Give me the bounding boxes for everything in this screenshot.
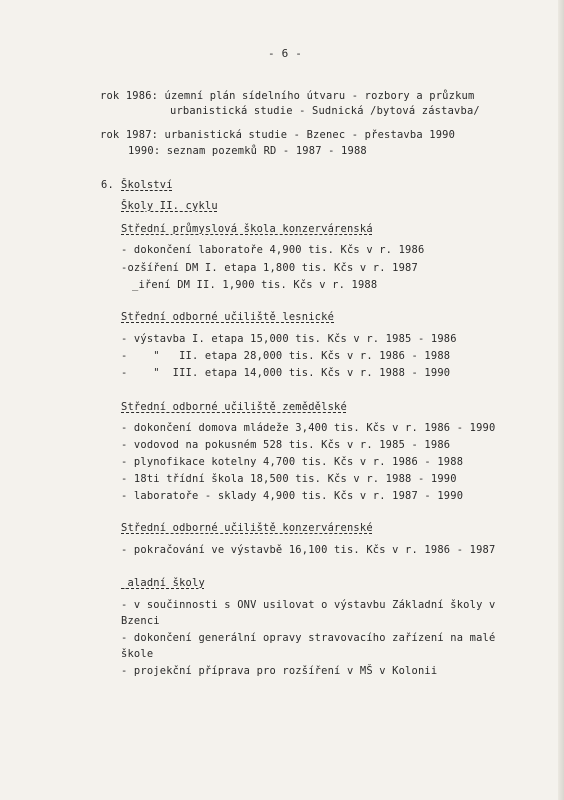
section-title: Školství: [121, 179, 173, 191]
planning-line-1: rok 1986: územní plán sídelního útvaru - rozbory a průzkum: [100, 90, 475, 102]
list-item: - laboratoře - sklady 4,900 tis. Kčs v r. 1987 - 1990: [121, 490, 464, 502]
list-item: - " III. etapa 14,000 tis. Kčs v r. 1988 - 1990: [121, 367, 451, 379]
list-item: - v součinnosti s ONV usilovat o výstavbu Základní školy v: [121, 599, 496, 611]
list-item: - dokončení generální opravy stravovacího zařízení na malé: [121, 632, 496, 644]
list-item: - dokončení domova mládeže 3,400 tis. Kčs v r. 1986 - 1990: [121, 422, 496, 434]
list-item: _iření DM II. 1,900 tis. Kčs v r. 1988: [132, 279, 378, 291]
section-number: 6.: [101, 179, 114, 191]
list-item: - " II. etapa 28,000 tis. Kčs v r. 1986 - 1988: [121, 350, 451, 362]
list-item: - 18ti třídní škola 18,500 tis. Kčs v r. 1988 - 1990: [121, 473, 457, 485]
planning-line-2: urbanistická studie - Sudnická /bytová zástavba/: [170, 105, 480, 117]
planning-line-3: rok 1987: urbanistická studie - Bzenec - přestavba 1990: [100, 129, 456, 141]
section-subtitle: Školy II. cyklu: [121, 200, 218, 212]
list-item: - pokračování ve výstavbě 16,100 tis. Kčs v r. 1986 - 1987: [121, 544, 496, 556]
list-item: Bzenci: [121, 615, 160, 627]
list-item: škole: [121, 648, 154, 660]
list-item: -ozšíření DM I. etapa 1,800 tis. Kčs v r. 1987: [121, 262, 418, 274]
list-item: - výstavba I. etapa 15,000 tis. Kčs v r. 1985 - 1986: [121, 333, 457, 345]
group-heading: Střední odborné učiliště zemědělské: [121, 401, 347, 413]
planning-line-4: 1990: seznam pozemků RD - 1987 - 1988: [128, 145, 367, 157]
list-item: - vodovod na pokusném 528 tis. Kčs v r. 1985 - 1986: [121, 439, 451, 451]
group-heading: Střední odborné učiliště konzervárenské: [121, 522, 373, 534]
list-item: - plynofikace kotelny 4,700 tis. Kčs v r. 1986 - 1988: [121, 456, 464, 468]
basic-schools-heading: _aladní školy: [121, 577, 205, 589]
page-number: - 6 -: [268, 47, 303, 60]
page-edge-shadow: [558, 0, 564, 800]
list-item: - projekční příprava pro rozšíření v MŠ v Kolonii: [121, 665, 438, 677]
group-heading: Střední průmyslová škola konzervárenská: [121, 223, 373, 235]
list-item: - dokončení laboratoře 4,900 tis. Kčs v r. 1986: [121, 244, 425, 256]
group-heading: Střední odborné učiliště lesnické: [121, 311, 335, 323]
